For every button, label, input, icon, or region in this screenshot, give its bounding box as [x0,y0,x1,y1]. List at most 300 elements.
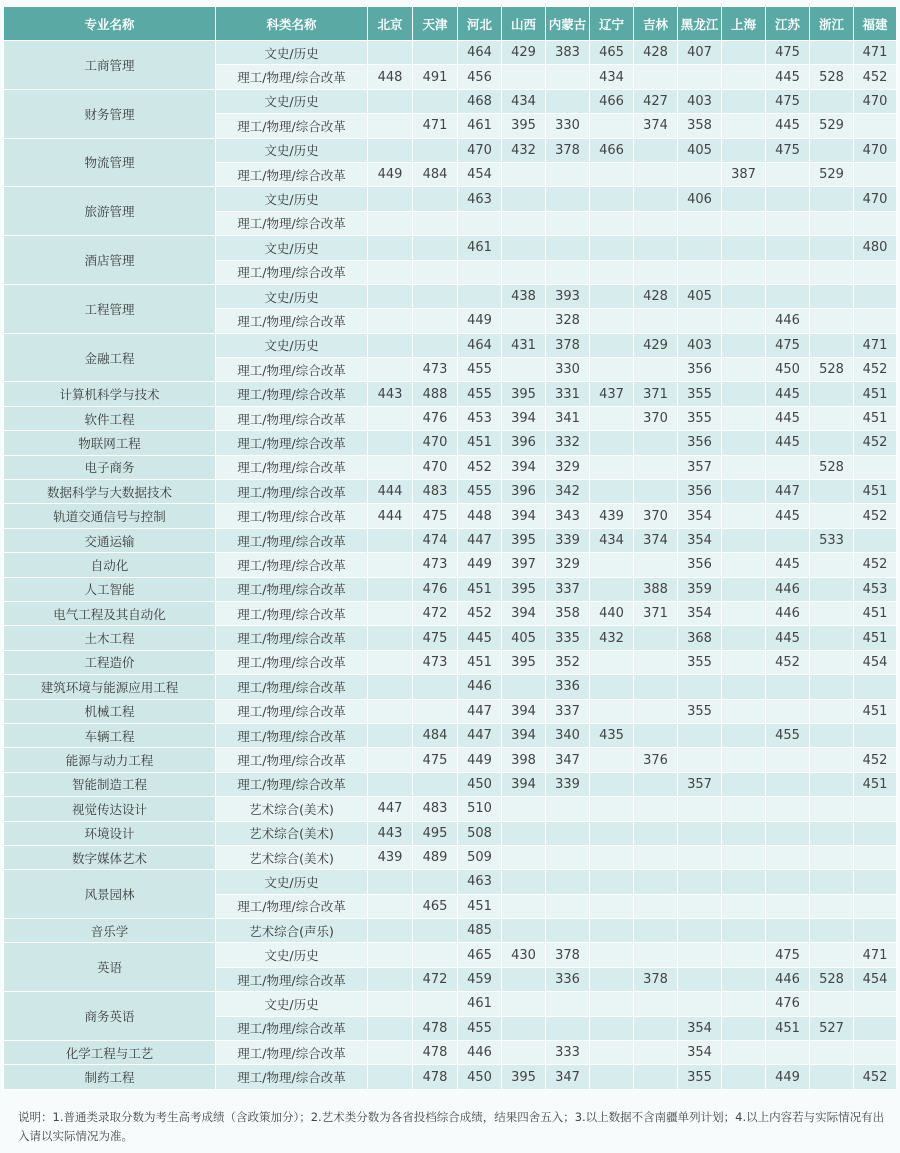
score-cell [722,1041,766,1065]
category-cell: 理工/物理/综合改革 [216,431,368,455]
score-cell [590,821,634,845]
score-cell: 340 [546,723,590,747]
major-name-cell: 能源与动力工程 [4,748,216,772]
score-cell [678,967,722,991]
major-name-cell: 英语 [4,943,216,992]
score-cell [502,1016,546,1040]
category-cell: 理工/物理/综合改革 [216,1016,368,1040]
score-cell: 452 [766,650,810,674]
category-cell: 理工/物理/综合改革 [216,1041,368,1065]
score-cell [722,943,766,967]
score-cell [810,943,854,967]
score-cell: 452 [854,748,897,772]
score-cell: 395 [502,114,546,138]
score-cell [368,211,413,235]
score-cell: 394 [502,601,546,625]
score-cell: 445 [766,626,810,650]
score-cell [368,1041,413,1065]
score-cell: 394 [502,699,546,723]
score-cell [634,480,678,504]
score-cell: 336 [546,675,590,699]
major-name-cell: 人工智能 [4,577,216,601]
score-cell [590,943,634,967]
score-cell: 329 [546,455,590,479]
score-cell [722,528,766,552]
score-cell: 446 [766,967,810,991]
score-cell [678,309,722,333]
score-cell: 337 [546,577,590,601]
score-cell: 466 [590,138,634,162]
score-cell: 452 [854,553,897,577]
score-cell: 439 [590,504,634,528]
score-cell [678,845,722,869]
score-cell [722,992,766,1016]
score-cell [722,65,766,89]
score-cell: 470 [854,187,897,211]
score-cell [722,626,766,650]
score-cell: 445 [766,431,810,455]
score-cell: 355 [678,382,722,406]
score-cell [368,455,413,479]
score-cell [722,894,766,918]
score-cell [546,187,590,211]
score-cell [368,528,413,552]
table-row [4,406,897,430]
score-cell: 368 [678,626,722,650]
score-cell [810,723,854,747]
table-row [4,675,897,699]
score-cell: 445 [766,504,810,528]
category-cell: 理工/物理/综合改革 [216,626,368,650]
score-cell: 374 [634,114,678,138]
table-row [4,89,897,113]
score-cell: 447 [368,797,413,821]
score-cell: 449 [368,162,413,186]
table-row [4,992,897,1016]
score-cell [634,626,678,650]
header-province: 上海 [722,7,766,41]
score-cell [502,162,546,186]
score-cell [546,992,590,1016]
score-cell [368,723,413,747]
score-cell [854,797,897,821]
score-cell: 450 [458,1065,502,1089]
header-province: 黑龙江 [678,7,722,41]
score-cell [368,1065,413,1089]
score-cell: 528 [810,65,854,89]
score-cell: 451 [458,650,502,674]
score-cell: 432 [590,626,634,650]
score-cell [810,1065,854,1089]
score-cell [634,455,678,479]
major-name-cell: 财务管理 [4,89,216,138]
score-cell [590,431,634,455]
score-cell: 451 [854,480,897,504]
category-cell: 理工/物理/综合改革 [216,601,368,625]
score-cell: 472 [413,967,458,991]
score-cell [678,870,722,894]
category-cell: 理工/物理/综合改革 [216,114,368,138]
table-row [4,577,897,601]
score-cell: 434 [502,89,546,113]
score-cell: 451 [854,699,897,723]
table-row [4,553,897,577]
score-cell: 394 [502,772,546,796]
score-cell [368,358,413,382]
score-cell [766,894,810,918]
score-cell [766,236,810,260]
score-cell [413,138,458,162]
table-row [4,845,897,869]
score-cell [810,431,854,455]
score-cell [854,162,897,186]
score-cell [854,1016,897,1040]
major-name-cell: 环境设计 [4,821,216,845]
score-cell: 451 [854,382,897,406]
score-cell [810,480,854,504]
category-cell: 理工/物理/综合改革 [216,699,368,723]
score-cell [722,797,766,821]
score-cell [854,211,897,235]
category-cell: 理工/物理/综合改革 [216,577,368,601]
score-cell [413,187,458,211]
score-cell: 429 [634,333,678,357]
score-cell [546,1016,590,1040]
score-cell [590,870,634,894]
table-row [4,236,897,260]
score-cell [722,358,766,382]
score-cell: 374 [634,528,678,552]
major-name-cell: 工程管理 [4,284,216,333]
score-cell [590,1016,634,1040]
score-cell [502,894,546,918]
score-cell [590,211,634,235]
score-cell [368,236,413,260]
score-cell [854,675,897,699]
score-cell: 393 [546,284,590,308]
score-cell: 452 [458,455,502,479]
score-cell: 446 [766,309,810,333]
score-cell: 454 [854,650,897,674]
category-cell: 理工/物理/综合改革 [216,748,368,772]
score-cell [634,431,678,455]
score-cell: 354 [678,504,722,528]
score-cell [766,162,810,186]
score-cell: 470 [413,431,458,455]
score-cell [502,358,546,382]
category-cell: 理工/物理/综合改革 [216,382,368,406]
score-cell [766,772,810,796]
score-cell [766,675,810,699]
score-cell: 354 [678,601,722,625]
score-cell [678,919,722,943]
score-cell [722,845,766,869]
score-cell [590,992,634,1016]
category-cell: 理工/物理/综合改革 [216,723,368,747]
category-cell: 文史/历史 [216,992,368,1016]
score-cell [810,406,854,430]
score-cell [810,284,854,308]
major-name-cell: 建筑环境与能源应用工程 [4,675,216,699]
score-cell: 438 [502,284,546,308]
category-cell: 理工/物理/综合改革 [216,358,368,382]
category-cell: 理工/物理/综合改革 [216,260,368,284]
score-cell: 446 [766,601,810,625]
score-cell: 471 [413,114,458,138]
category-cell: 理工/物理/综合改革 [216,406,368,430]
score-cell [502,236,546,260]
score-cell: 444 [368,480,413,504]
score-cell [678,797,722,821]
major-name-cell: 计算机科学与技术 [4,382,216,406]
table-row [4,1065,897,1089]
table-row [4,650,897,674]
score-cell [810,797,854,821]
score-cell [368,626,413,650]
score-cell [634,675,678,699]
score-cell: 454 [854,967,897,991]
score-cell: 383 [546,41,590,65]
score-cell [368,89,413,113]
score-cell [678,943,722,967]
category-cell: 理工/物理/综合改革 [216,211,368,235]
score-cell: 450 [458,772,502,796]
score-cell: 335 [546,626,590,650]
major-name-cell: 电气工程及其自动化 [4,601,216,625]
score-cell: 443 [368,382,413,406]
score-cell: 463 [458,187,502,211]
score-cell [766,528,810,552]
score-cell [590,894,634,918]
score-cell [368,333,413,357]
major-name-cell: 化学工程与工艺 [4,1041,216,1065]
score-cell: 355 [678,650,722,674]
score-cell: 347 [546,748,590,772]
score-cell [368,138,413,162]
score-table-container [3,6,896,1090]
score-cell: 445 [766,553,810,577]
score-cell: 396 [502,431,546,455]
score-cell [368,894,413,918]
score-cell [502,65,546,89]
score-cell: 476 [766,992,810,1016]
score-cell: 356 [678,480,722,504]
score-cell: 461 [458,114,502,138]
score-cell [810,333,854,357]
category-cell: 文史/历史 [216,333,368,357]
score-cell: 452 [458,601,502,625]
score-cell [854,919,897,943]
score-cell: 471 [854,943,897,967]
score-cell: 455 [458,480,502,504]
score-cell: 407 [678,41,722,65]
score-cell [722,211,766,235]
category-cell: 艺术综合(美术) [216,845,368,869]
score-cell [634,1065,678,1089]
score-cell: 447 [766,480,810,504]
table-row [4,431,897,455]
score-cell: 395 [502,1065,546,1089]
score-cell [854,309,897,333]
score-cell [722,772,766,796]
score-cell [810,187,854,211]
score-cell [546,65,590,89]
category-cell: 理工/物理/综合改革 [216,967,368,991]
score-cell: 352 [546,650,590,674]
score-cell [810,919,854,943]
score-cell [413,236,458,260]
score-cell: 451 [458,577,502,601]
score-cell: 357 [678,772,722,796]
score-cell: 533 [810,528,854,552]
score-cell: 475 [766,41,810,65]
score-cell [766,748,810,772]
table-row [4,455,897,479]
score-cell [722,553,766,577]
score-cell: 405 [502,626,546,650]
score-cell [854,845,897,869]
score-cell: 371 [634,601,678,625]
score-cell [546,797,590,821]
score-cell [634,797,678,821]
score-cell: 471 [854,41,897,65]
score-cell [502,211,546,235]
score-cell: 455 [458,1016,502,1040]
score-cell [766,187,810,211]
category-cell: 理工/物理/综合改革 [216,772,368,796]
score-cell: 435 [590,723,634,747]
score-cell [766,455,810,479]
score-cell: 449 [458,309,502,333]
score-cell [458,284,502,308]
score-cell: 463 [458,870,502,894]
score-cell: 447 [458,723,502,747]
score-cell [722,138,766,162]
category-cell: 理工/物理/综合改革 [216,553,368,577]
header-province: 福建 [854,7,897,41]
score-cell: 355 [678,1065,722,1089]
score-cell: 452 [854,358,897,382]
score-cell [678,236,722,260]
score-cell: 388 [634,577,678,601]
score-cell: 464 [458,333,502,357]
category-cell: 艺术综合(美术) [216,797,368,821]
score-cell [810,772,854,796]
score-cell: 452 [854,1065,897,1089]
score-cell [854,528,897,552]
score-cell: 449 [458,748,502,772]
category-cell: 理工/物理/综合改革 [216,675,368,699]
score-cell: 445 [766,382,810,406]
score-cell [634,309,678,333]
major-name-cell: 交通运输 [4,528,216,552]
score-cell: 434 [590,65,634,89]
score-cell: 446 [458,1041,502,1065]
score-cell: 355 [678,406,722,430]
score-cell [810,845,854,869]
score-cell: 376 [634,748,678,772]
header-province: 内蒙古 [546,7,590,41]
score-cell: 339 [546,528,590,552]
score-cell: 378 [546,138,590,162]
score-cell [413,772,458,796]
major-name-cell: 机械工程 [4,699,216,723]
score-cell [634,943,678,967]
score-cell: 336 [546,967,590,991]
score-cell: 447 [458,528,502,552]
score-cell: 445 [766,406,810,430]
score-cell: 430 [502,943,546,967]
score-cell: 455 [766,723,810,747]
score-cell [854,260,897,284]
score-cell [502,967,546,991]
score-cell [368,260,413,284]
score-cell [810,894,854,918]
category-cell: 文史/历史 [216,870,368,894]
score-cell: 529 [810,162,854,186]
table-row [4,943,897,967]
score-cell: 464 [458,41,502,65]
score-cell [810,821,854,845]
table-row [4,284,897,308]
score-cell: 429 [502,41,546,65]
score-cell [722,260,766,284]
score-cell: 451 [854,626,897,650]
score-cell: 448 [368,65,413,89]
score-cell [502,797,546,821]
score-cell [590,772,634,796]
score-cell [634,236,678,260]
table-row [4,504,897,528]
score-cell: 333 [546,1041,590,1065]
score-cell [634,187,678,211]
score-cell: 432 [502,138,546,162]
score-cell: 495 [413,821,458,845]
score-cell: 394 [502,455,546,479]
score-cell: 356 [678,431,722,455]
score-cell: 459 [458,967,502,991]
score-cell: 508 [458,821,502,845]
score-cell [678,723,722,747]
score-cell: 403 [678,89,722,113]
score-cell: 465 [458,943,502,967]
score-cell [810,236,854,260]
score-cell: 465 [413,894,458,918]
score-cell [546,89,590,113]
score-cell: 387 [722,162,766,186]
score-cell [722,455,766,479]
score-cell [413,89,458,113]
score-cell: 473 [413,553,458,577]
score-cell [854,870,897,894]
category-cell: 文史/历史 [216,89,368,113]
score-cell: 465 [590,41,634,65]
score-cell [634,870,678,894]
score-cell: 395 [502,577,546,601]
score-cell [502,821,546,845]
score-cell [413,211,458,235]
score-cell [810,504,854,528]
score-cell [368,577,413,601]
major-name-cell: 物流管理 [4,138,216,187]
score-cell [722,967,766,991]
score-cell [766,919,810,943]
score-cell [722,114,766,138]
score-cell: 443 [368,821,413,845]
table-row [4,797,897,821]
score-cell: 528 [810,967,854,991]
score-cell [590,333,634,357]
